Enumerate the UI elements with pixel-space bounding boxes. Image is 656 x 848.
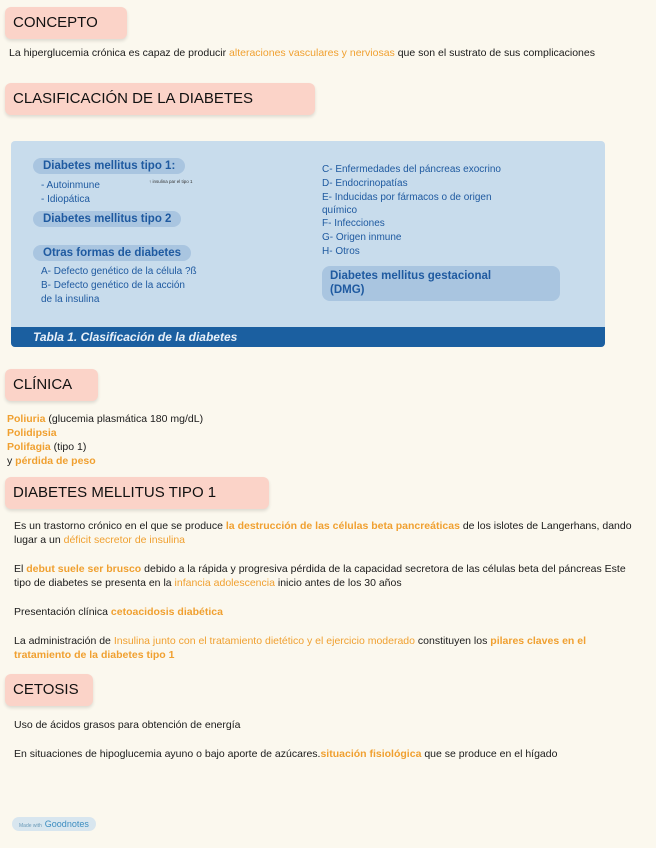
concepto-text-1: La hiperglucemia crónica es capaz de producir xyxy=(9,47,230,59)
gestacional-line: (DMG) xyxy=(330,284,365,296)
concepto-text-2: que son el sustrato de sus complicaciones xyxy=(394,47,595,59)
poliuria: Poliuria xyxy=(7,413,46,425)
gestacional-box xyxy=(322,266,560,301)
poliuria-detail: (glucemia plasmática 180 mg/dL) xyxy=(45,413,204,425)
dm1-paragraph xyxy=(14,634,636,662)
text: constituyen los xyxy=(414,635,491,647)
clinica-line xyxy=(7,440,407,454)
clinica-line xyxy=(7,454,407,468)
highlight: pilares claves en el tratamiento de la diabetes tipo 1 xyxy=(14,635,587,661)
right-item: E- Inducidas por fármacos o de origen xyxy=(322,192,492,203)
otras-pill: Otras formas de diabetes xyxy=(33,245,191,261)
right-item: F- Infecciones xyxy=(322,218,385,229)
polidipsia: Polidipsia xyxy=(7,427,57,439)
clinica-line xyxy=(7,426,407,440)
tipo1-item: - Autoinmune xyxy=(41,180,100,191)
classification-table-image xyxy=(11,141,605,347)
otras-item: A- Defecto genético de la célula ?ß xyxy=(41,266,197,277)
right-item: D- Endocrinopatías xyxy=(322,178,408,189)
gestacional-line: Diabetes mellitus gestacional xyxy=(330,270,492,282)
dm1-header: DIABETES MELLITUS TIPO 1 xyxy=(5,477,269,509)
dm1-paragraph xyxy=(14,519,636,547)
highlight: la destrucción de las células beta pancreáticas xyxy=(225,520,460,532)
tipo1-note: ↑ insulina par el tipo 1 xyxy=(149,179,193,184)
right-item: H- Otros xyxy=(322,246,360,257)
cetosis-body xyxy=(14,718,614,761)
otras-item: B- Defecto genético de la acción xyxy=(41,280,185,291)
clinica-list xyxy=(7,412,407,468)
text: debido a la rápida y progresiva pérdida de la capacidad secretora de las células beta del páncreas Este tipo de diabetes se presenta en la xyxy=(14,563,626,589)
right-item: químico xyxy=(322,205,358,216)
dm1-paragraph xyxy=(14,605,636,619)
tipo1-item: - Idiopática xyxy=(41,194,90,205)
text: inicio antes de los 30 años xyxy=(274,577,402,589)
dm1-body xyxy=(14,519,636,662)
highlight: cetoacidosis diabética xyxy=(110,606,223,618)
text: Es un trastorno crónico en el que se produce xyxy=(14,520,226,532)
text: que se produce en el hígado xyxy=(421,748,558,760)
highlight: debut suele ser brusco xyxy=(26,563,142,575)
tipo2-pill: Diabetes mellitus tipo 2 xyxy=(33,211,181,227)
made-with-text: Made with xyxy=(19,823,42,829)
concepto-header: CONCEPTO xyxy=(5,7,127,39)
cetosis-paragraph: Uso de ácidos grasos para obtención de energía xyxy=(14,719,241,731)
polifagia: Polifagia xyxy=(7,441,51,453)
clinica-header: CLÍNICA xyxy=(5,369,98,401)
text: La administración de xyxy=(14,635,114,647)
cetosis-header: CETOSIS xyxy=(5,674,93,706)
highlight: infancia adolescencia xyxy=(174,577,275,589)
text: En situaciones de hipoglucemia ayuno o bajo aporte de azúcares. xyxy=(14,748,321,760)
tipo1-pill: Diabetes mellitus tipo 1: xyxy=(33,158,185,174)
text: de los islotes de Langerhans, dando lugar a un xyxy=(14,520,632,546)
cetosis-paragraph xyxy=(14,747,614,761)
concepto-text xyxy=(9,46,599,60)
right-item: C- Enfermedades del páncreas exocrino xyxy=(322,164,501,175)
highlight: Insulina junto con el tratamiento dietético y el ejercicio moderado xyxy=(113,635,415,647)
dm1-paragraph xyxy=(14,562,636,590)
polifagia-detail: (tipo 1) xyxy=(50,441,87,453)
right-item: G- Origen inmune xyxy=(322,232,402,243)
perdida-peso: pérdida de peso xyxy=(15,455,96,467)
clasificacion-header: CLASIFICACIÓN DE LA DIABETES xyxy=(5,83,315,115)
highlight: situación fisiológica xyxy=(320,748,422,760)
otras-item: de la insulina xyxy=(41,294,100,305)
goodnotes-badge[interactable] xyxy=(12,817,96,831)
text: El xyxy=(14,563,27,575)
text: Presentación clínica xyxy=(14,606,111,618)
clinica-line xyxy=(7,412,407,426)
highlight: déficit secretor de insulina xyxy=(63,534,186,546)
and-text: y xyxy=(7,455,16,467)
table-caption: Tabla 1. Clasificación de la diabetes xyxy=(11,327,605,347)
goodnotes-label: Goodnotes xyxy=(44,819,89,829)
concepto-highlight: alteraciones vasculares y nerviosas xyxy=(229,47,395,59)
